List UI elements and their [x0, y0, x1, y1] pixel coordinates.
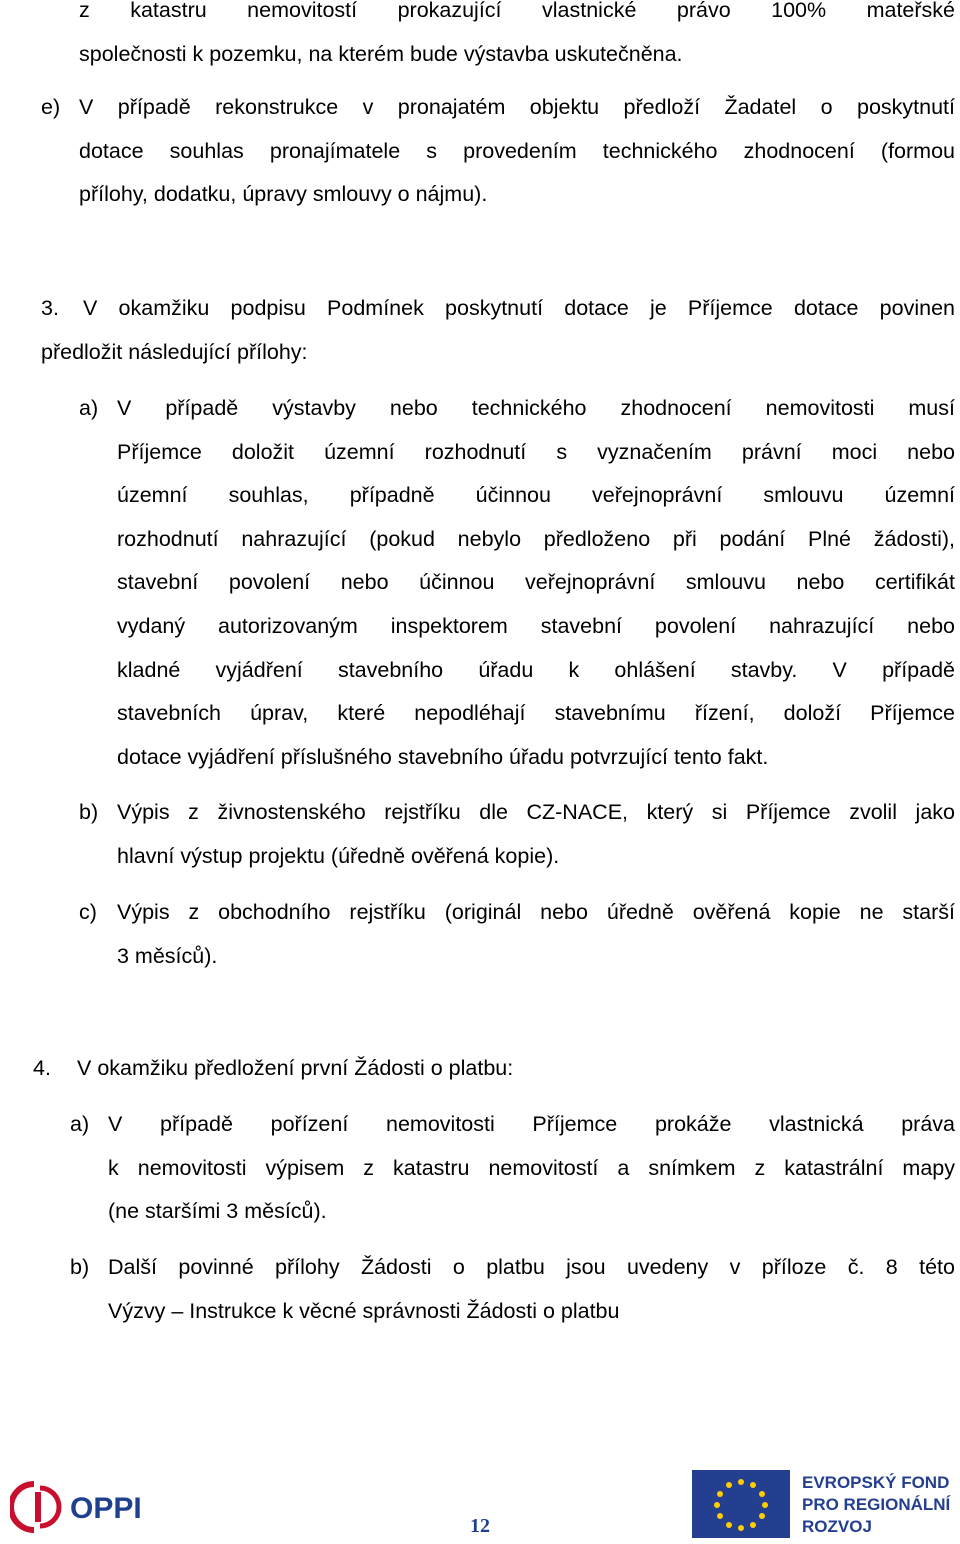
section-3-intro [41, 287, 955, 374]
text-line: hlavní výstup projektu (úředně ověřená kopie). [117, 843, 560, 868]
text-line: Výpis z obchodního rejstříku (originál nebo úředně ověřená kopie ne starší [117, 900, 955, 924]
text-line: dotace souhlas pronajímatele s provedením technického zhodnocení (formou [79, 138, 955, 163]
section-3-item-b [117, 791, 955, 878]
text-line: V případě rekonstrukce v pronajatém objektu předloží Žadatel o poskytnutí [79, 95, 955, 119]
text-line: předložit následující přílohy: [41, 339, 308, 364]
text-line: územní souhlas, případně účinnou veřejnoprávní smlouvu územní [117, 483, 955, 508]
eu-logo-line: ROZVOJ [802, 1517, 872, 1536]
text-line: dotace vyjádření příslušného stavebního úřadu potvrzující tento fakt. [117, 744, 769, 769]
text-line: vydaný autorizovaným inspektorem stavební povolení nahrazující nebo [117, 613, 955, 638]
item-marker: e) [41, 95, 61, 119]
text-line: kladné vyjádření stavebního úřadu k ohlášení stavby. V případě [117, 657, 955, 682]
text-line: Další povinné přílohy Žádosti o platbu jsou uvedeny v příloze č. 8 této [108, 1255, 955, 1279]
text-line: k nemovitosti výpisem z katastru nemovitostí a snímkem z katastrální mapy [108, 1155, 955, 1180]
text-line: přílohy, dodatku, úpravy smlouvy o nájmu). [79, 182, 488, 207]
item-marker: c) [79, 900, 97, 924]
text-line: stavebních úprav, které nepodléhají stavebnímu řízení, doloží Příjemce [117, 701, 955, 726]
section-4-item-a [108, 1103, 955, 1234]
item-marker: a) [70, 1112, 90, 1136]
text-line: společnosti k pozemku, na kterém bude výstavba uskutečněna. [79, 41, 683, 66]
eu-fund-logo [692, 1470, 957, 1538]
text-line: V případě výstavby nebo technického zhodnocení nemovitosti musí [117, 396, 955, 420]
text-line: V případě pořízení nemovitosti Příjemce prokáže vlastnická práva [108, 1112, 955, 1136]
text-line: stavební povolení nebo účinnou veřejnoprávní smlouvu nebo certifikát [117, 570, 955, 595]
text-line: 3 měsíců). [117, 943, 218, 968]
text-line: Příjemce doložit územní rozhodnutí s vyznačením právní moci nebo [117, 439, 955, 464]
text-line: (ne staršími 3 měsíců). [108, 1199, 327, 1224]
text-line: rozhodnutí nahrazující (pokud nebylo předloženo při podání Plné žádosti), [117, 526, 955, 551]
item-marker: a) [79, 396, 99, 420]
eu-logo-line: PRO REGIONÁLNÍ [802, 1495, 951, 1514]
section-3-item-a [117, 387, 955, 779]
oppi-logo-mark [10, 1478, 180, 1538]
eu-logo-line: EVROPSKÝ FOND [802, 1473, 950, 1492]
eu-flag-icon [692, 1470, 957, 1538]
section-3-item-c [117, 891, 955, 978]
section-number: 4. [33, 1056, 51, 1080]
oppi-logo-text: OPPI [70, 1492, 142, 1525]
section-4-item-b [108, 1246, 955, 1333]
text-line: V okamžiku předložení první Žádosti o platbu: [77, 1056, 514, 1080]
item-marker: b) [70, 1255, 90, 1279]
page-number: 12 [470, 1515, 490, 1537]
section-number: 3. [41, 296, 59, 320]
item-e [79, 86, 955, 217]
oppi-logo [10, 1478, 180, 1538]
text-line [41, 287, 955, 331]
item-marker: b) [79, 800, 99, 824]
item-d-continuation [79, 0, 955, 76]
text-line: Výpis z živnostenského rejstříku dle CZ-NACE, který si Příjemce zvolil jako [117, 800, 955, 824]
text-line: z katastru nemovitostí prokazující vlastnické právo 100% mateřské [79, 0, 955, 22]
text-line-content: V okamžiku podpisu Podmínek poskytnutí dotace je Příjemce dotace povinen [83, 296, 955, 320]
section-4-heading [77, 1047, 955, 1091]
text-line: Výzvy – Instrukce k věcné správnosti Žádosti o platbu [108, 1298, 620, 1323]
